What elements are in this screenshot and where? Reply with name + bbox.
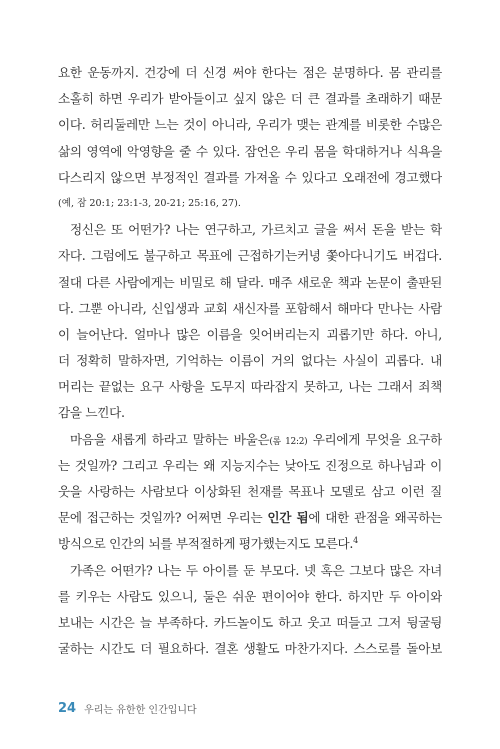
footnote-marker[interactable]: 4	[353, 536, 358, 546]
page-number: 24	[58, 700, 77, 716]
body-text	[58, 60, 442, 662]
text-line: 는 것일까? 그리고 우리는 왜 지능지수는 낮아도 진정으로 하나님과 이	[58, 457, 442, 473]
page-footer	[58, 700, 197, 716]
paragraph-family	[58, 558, 442, 663]
text-line: 감을 느낀다.	[58, 405, 125, 421]
text-segment: 방식으로 인간의 뇌를 부적절하게 평가했는지도 모른다.	[58, 536, 354, 552]
text-segment: 마음을 새롭게 하라고 말하는 바울은	[70, 431, 270, 447]
text-line: 굴하는 시간도 더 필요하다. 결혼 생활도 마찬가지다. 스스로를 돌아보	[58, 641, 442, 657]
text-line: 더 정확히 말하자면, 기억하는 이름이 거의 없다는 사실이 괴롭다. 내	[58, 353, 442, 369]
text-line: 이 늘어난다. 얼마나 많은 이름을 잊어버리는지 괴롭기만 하다. 아니,	[58, 326, 442, 342]
paragraph-renewal	[58, 427, 442, 558]
paragraph-body-care	[58, 60, 442, 217]
text-line: 다스리지 않으면 부정적인 결과를 가져올 수 있다고 오래전에 경고했다	[58, 169, 442, 185]
text-line: 소홀히 하면 우리가 받아들이고 싶지 않은 더 큰 결과를 초래하기 때문	[58, 91, 442, 107]
scripture-reference: (롬 12:2)	[269, 436, 308, 447]
text-segment: 우리에게 무엇을 요구하	[307, 431, 442, 447]
text-line: 절대 다른 사람에게는 비밀로 해 달라. 매주 새로운 책과 논문이 출판된	[58, 274, 442, 290]
text-line: 머리는 끝없는 요구 사항을 도무지 따라잡지 못하고, 나는 그래서 죄책	[58, 379, 442, 395]
running-title: 우리는 유한한 인간입니다	[84, 704, 197, 716]
text-line: 정신은 또 어떤가? 나는 연구하고, 가르치고 글을 써서 돈을 받는 학	[70, 222, 442, 238]
text-line	[58, 427, 442, 453]
emphasis-text: 인간 됨	[267, 510, 309, 526]
text-line	[58, 531, 442, 557]
paragraph-mind	[58, 217, 442, 427]
text-line: 보내는 시간은 늘 부족하다. 카드놀이도 하고 웃고 떠들고 그저 뒹굴뒹	[58, 614, 442, 630]
text-line: 웃을 사랑하는 사람보다 이상화된 천재를 목표나 모델로 삼고 이런 질	[58, 484, 442, 499]
text-line: 다. 그뿐 아니라, 신입생과 교회 새신자를 포함해서 해마다 만나는 사람	[58, 300, 442, 316]
text-line: 자다. 그럼에도 불구하고 목표에 근접하기는커녕 쫓아다니기도 버겁다.	[58, 248, 442, 264]
text-line: 이다. 허리둘레만 느는 것이 아니라, 우리가 맺는 관계를 비롯한 수많은	[58, 117, 442, 133]
text-line: 를 키우는 사람도 있으니, 둘은 쉬운 편이어야 한다. 하지만 두 아이와	[58, 588, 442, 604]
text-line: 문에 접근하는 것일까? 어쩌면 우리는 인간 됨에 대한 관점을 왜곡하는	[58, 510, 442, 526]
text-line: 가족은 어떤가? 나는 두 아이를 둔 부모다. 넷 혹은 그보다 많은 자녀	[70, 562, 442, 578]
text-line: 삶의 영역에 악영향을 줄 수 있다. 잠언은 우리 몸을 학대하거나 식욕을	[58, 143, 442, 159]
text-line: 요한 운동까지. 건강에 더 신경 써야 한다는 점은 분명하다. 몸 관리를	[58, 65, 442, 80]
scripture-reference: (예, 잠 20:1; 23:1-3, 20-21; 25:16, 27).	[58, 197, 241, 209]
